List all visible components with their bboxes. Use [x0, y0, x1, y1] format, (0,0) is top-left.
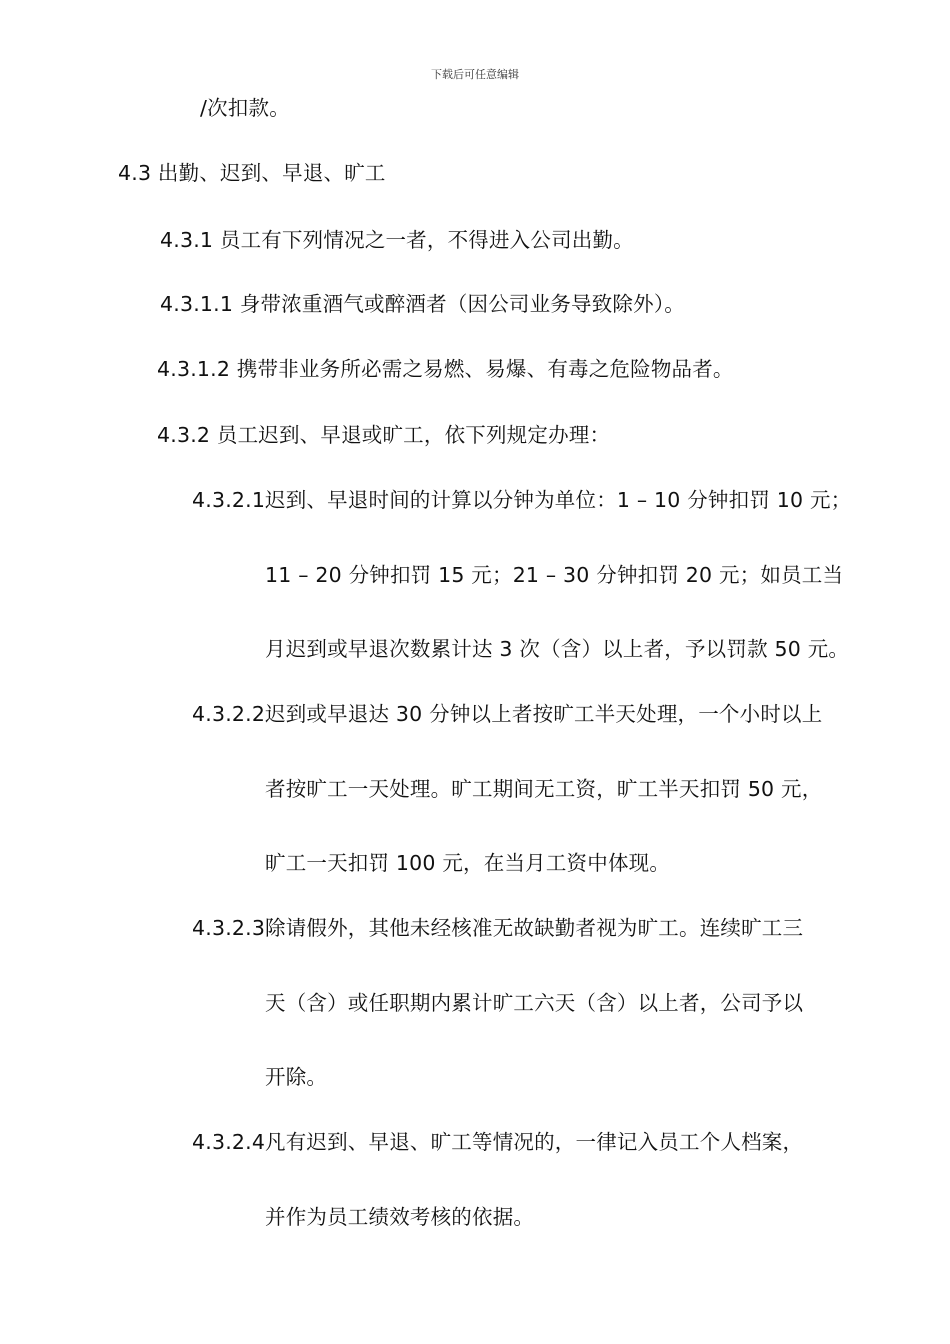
item-4-3-2-1-line-3: 月迟到或早退次数累计达 3 次（含）以上者，予以罚款 50 元。	[265, 637, 850, 661]
item-4-3-2-1-line-2: 11 – 20 分钟扣罚 15 元；21 – 30 分钟扣罚 20 元；如员工当	[265, 563, 844, 587]
item-4-3-2-2-line-3: 旷工一天扣罚 100 元，在当月工资中体现。	[265, 851, 671, 875]
section-heading-4-3: 4.3 出勤、迟到、早退、旷工	[118, 161, 386, 185]
item-number-4-3-2-4: 4.3.2.4	[192, 1130, 266, 1154]
continued-line: /次扣款。	[200, 96, 290, 120]
item-4-3-2-2-line-2: 者按旷工一天处理。旷工期间无工资，旷工半天扣罚 50 元，	[265, 777, 823, 801]
item-number-4-3-2-3: 4.3.2.3	[192, 916, 266, 940]
clause-4-3-2: 4.3.2 员工迟到、早退或旷工，依下列规定办理：	[157, 423, 611, 447]
item-4-3-2-2-line-1: 迟到或早退达 30 分钟以上者按旷工半天处理，一个小时以上	[265, 702, 823, 726]
item-4-3-2-3-line-2: 天（含）或任职期内累计旷工六天（含）以上者，公司予以	[265, 991, 804, 1015]
clause-4-3-1: 4.3.1 员工有下列情况之一者，不得进入公司出勤。	[160, 228, 634, 252]
item-4-3-2-4-line-2: 并作为员工绩效考核的依据。	[265, 1205, 535, 1229]
item-number-4-3-2-1: 4.3.2.1	[192, 488, 266, 512]
clause-4-3-1-2: 4.3.1.2 携带非业务所必需之易燃、易爆、有毒之危险物品者。	[157, 357, 734, 381]
item-4-3-2-1-line-1: 迟到、早退时间的计算以分钟为单位：1 – 10 分钟扣罚 10 元；	[265, 488, 852, 512]
item-4-3-2-3-line-3: 开除。	[265, 1065, 328, 1089]
item-4-3-2-4-line-1: 凡有迟到、早退、旷工等情况的，一律记入员工个人档案，	[265, 1130, 804, 1154]
item-number-4-3-2-2: 4.3.2.2	[192, 702, 266, 726]
page-header-note: 下载后可任意编辑	[431, 68, 519, 81]
clause-4-3-1-1: 4.3.1.1 身带浓重酒气或醉酒者（因公司业务导致除外）。	[160, 292, 685, 316]
item-4-3-2-3-line-1: 除请假外，其他未经核准无故缺勤者视为旷工。连续旷工三	[265, 916, 804, 940]
